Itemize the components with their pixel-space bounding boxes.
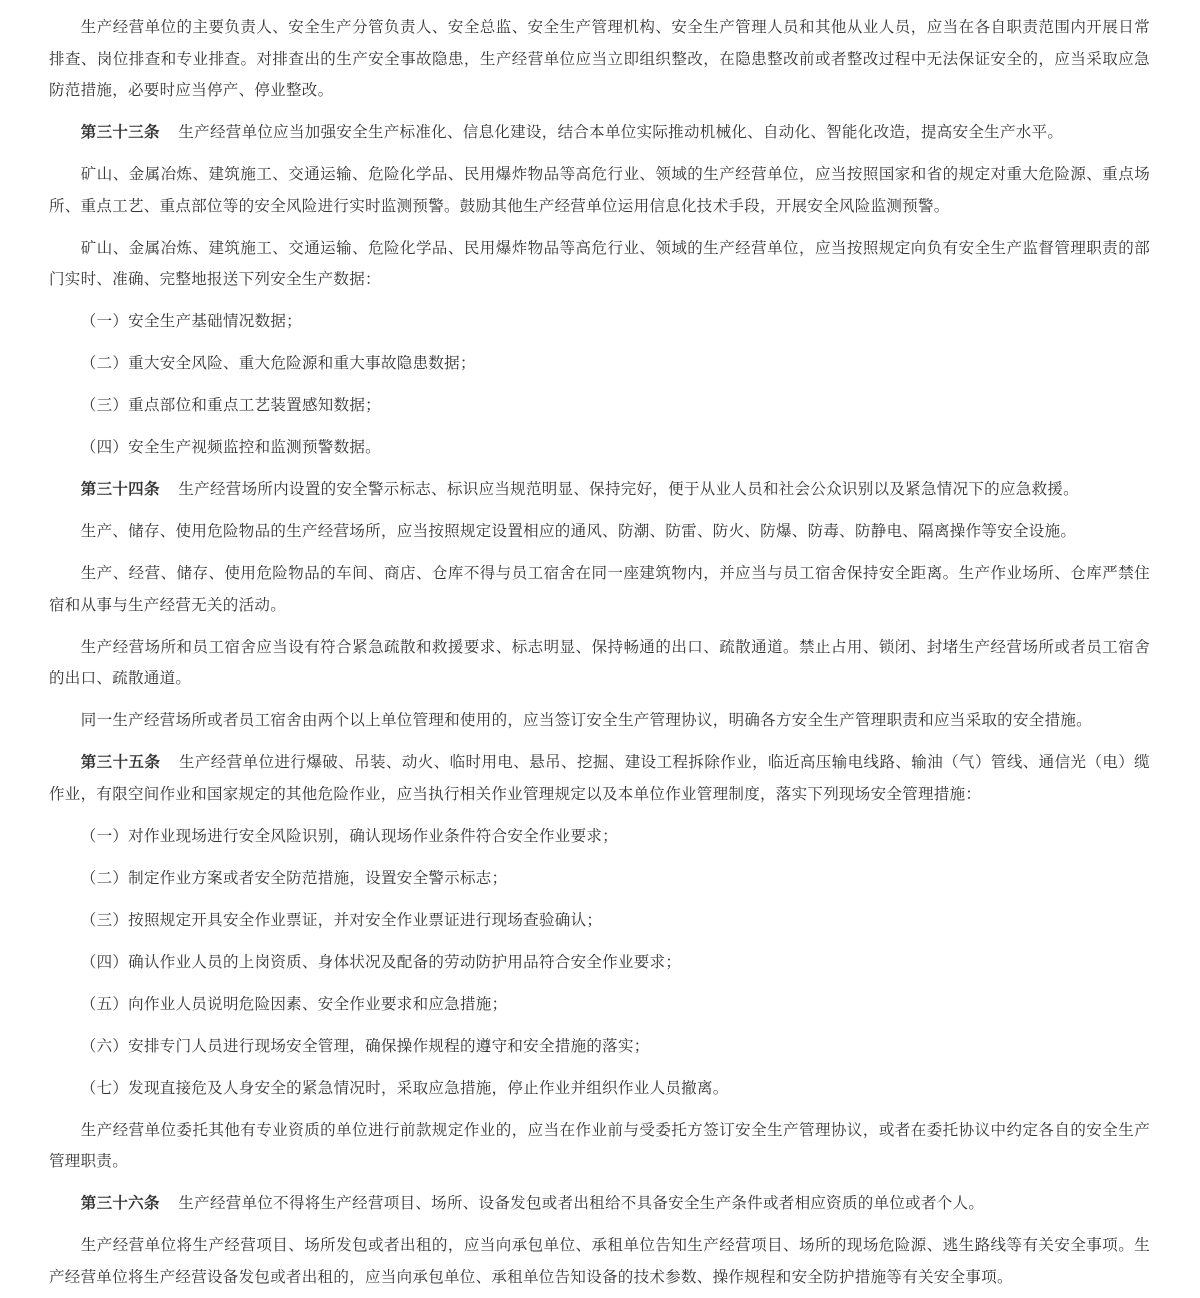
paragraph-text: 生产经营单位将生产经营项目、场所发包或者出租的，应当向承包单位、承租单位告知生产经营项目、场所的现场危险源、逃生路线等有关安全事项。生产经营单位将生产经营设备发包或者出租的，应当向承包单位、承租单位告知设备的技术参数、操作规程和安全防护措施等有关安全事项。: [49, 1236, 1150, 1286]
paragraph-text: 生产经营场所和员工宿舍应当设有符合紧急疏散和救援要求、标志明显、保持畅通的出口、疏散通道。禁止占用、锁闭、封堵生产经营场所或者员工宿舍的出口、疏散通道。: [49, 637, 1150, 687]
paragraph: [49, 632, 1150, 695]
paragraph-text: 生产、经营、储存、使用危险物品的车间、商店、仓库不得与员工宿舍在同一座建筑物内，并应当与员工宿舍保持安全距离。生产作业场所、仓库严禁住宿和从事与生产经营无关的活动。: [49, 564, 1150, 614]
paragraph: [49, 1115, 1150, 1178]
article-number: 第三十六条: [80, 1194, 160, 1212]
paragraph: [49, 905, 1150, 937]
paragraph-text: 矿山、金属冶炼、建筑施工、交通运输、危险化学品、民用爆炸物品等高危行业、领域的生产经营单位，应当按照国家和省的规定对重大危险源、重点场所、重点工艺、重点部位等的安全风险进行实时监测预警。鼓励其他生产经营单位运用信息化技术手段，开展安全风险监测预警。: [49, 165, 1150, 215]
paragraph: [49, 947, 1150, 979]
paragraph-text: （六）安排专门人员进行现场安全管理，确保操作规程的遵守和安全措施的落实；: [80, 1036, 650, 1055]
paragraph: [49, 1073, 1150, 1105]
paragraph: [49, 1230, 1150, 1293]
paragraph-text: 生产、储存、使用危险物品的生产经营场所，应当按照规定设置相应的通风、防潮、防雷、防火、防爆、防毒、防静电、隔离操作等安全设施。: [80, 522, 1077, 540]
paragraph-text: 生产经营单位不得将生产经营项目、场所、设备发包或者出租给不具备安全生产条件或者相应资质的单位或者个人。: [178, 1194, 985, 1212]
paragraph: [49, 233, 1150, 296]
paragraph-text: （四）安全生产视频监控和监测预警数据。: [80, 438, 381, 456]
article-number: 第三十三条: [80, 123, 160, 141]
paragraph-text: （三）重点部位和重点工艺装置感知数据；: [80, 396, 381, 414]
paragraph: [49, 432, 1150, 464]
paragraph: [49, 516, 1150, 548]
paragraph-text: （二）重大安全风险、重大危险源和重大事故隐患数据；: [80, 354, 476, 372]
paragraph: [49, 558, 1150, 621]
paragraph: [49, 12, 1150, 107]
paragraph-text: 生产经营单位委托其他有专业资质的单位进行前款规定作业的，应当在作业前与受委托方签订安全生产管理协议，或者在委托协议中约定各自的安全生产管理职责。: [49, 1120, 1150, 1170]
paragraph-text: 生产经营单位的主要负责人、安全生产分管负责人、安全总监、安全生产管理机构、安全生产管理人员和其他从业人员，应当在各自职责范围内开展日常排查、岗位排查和专业排查。对排查出的生产安全事故隐患，生产经营单位应当立即组织整改，在隐患整改前或者整改过程中无法保证安全的，应当采取应急防范措施，必要时应当停产、停业整改。: [49, 18, 1150, 99]
paragraph: [49, 989, 1150, 1021]
paragraph: [49, 863, 1150, 895]
paragraph: [49, 1031, 1150, 1063]
paragraph-text: （一）对作业现场进行安全风险识别，确认现场作业条件符合安全作业要求；: [80, 826, 618, 845]
article-number: 第三十五条: [80, 753, 161, 771]
paragraph-text: （五）向作业人员说明危险因素、安全作业要求和应急措施；: [80, 994, 508, 1013]
article-paragraph: [49, 747, 1150, 810]
paragraph: [49, 348, 1150, 380]
paragraph: [49, 821, 1150, 853]
paragraph: [49, 390, 1150, 422]
paragraph-text: （四）确认作业人员的上岗资质、身体状况及配备的劳动防护用品符合安全作业要求；: [80, 952, 682, 971]
paragraph-text: （三）按照规定开具安全作业票证，并对安全作业票证进行现场查验确认；: [80, 910, 603, 929]
article-paragraph: [49, 474, 1150, 506]
paragraph: [49, 306, 1150, 338]
article-paragraph: [49, 1188, 1150, 1220]
paragraph-text: 生产经营单位应当加强安全生产标准化、信息化建设，结合本单位实际推动机械化、自动化、智能化改造，提高安全生产水平。: [178, 123, 1064, 141]
paragraph-text: 同一生产经营场所或者员工宿舍由两个以上单位管理和使用的，应当签订安全生产管理协议，明确各方安全生产管理职责和应当采取的安全措施。: [80, 711, 1092, 729]
paragraph-text: 生产经营场所内设置的安全警示标志、标识应当规范明显、保持完好，便于从业人员和社会公众识别以及紧急情况下的应急救援。: [178, 480, 1079, 498]
paragraph-text: 矿山、金属冶炼、建筑施工、交通运输、危险化学品、民用爆炸物品等高危行业、领域的生产经营单位，应当按照规定向负有安全生产监督管理职责的部门实时、准确、完整地报送下列安全生产数据：: [49, 238, 1150, 288]
paragraph: [49, 705, 1150, 737]
paragraph-text: 生产经营单位进行爆破、吊装、动火、临时用电、悬吊、挖掘、建设工程拆除作业，临近高压输电线路、输油（气）管线、通信光（电）缆作业，有限空间作业和国家规定的其他危险作业，应当执行相关作业管理规定以及本单位作业管理制度，落实下列现场安全管理措施：: [49, 753, 1150, 803]
paragraph-text: （一）安全生产基础情况数据；: [80, 312, 302, 330]
article-paragraph: [49, 117, 1150, 149]
paragraph: [49, 159, 1150, 222]
article-number: 第三十四条: [80, 480, 160, 498]
paragraph-text: （二）制定作业方案或者安全防范措施，设置安全警示标志；: [80, 868, 508, 887]
paragraph-text: （七）发现直接危及人身安全的紧急情况时，采取应急措施，停止作业并组织作业人员撤离。: [80, 1078, 729, 1097]
